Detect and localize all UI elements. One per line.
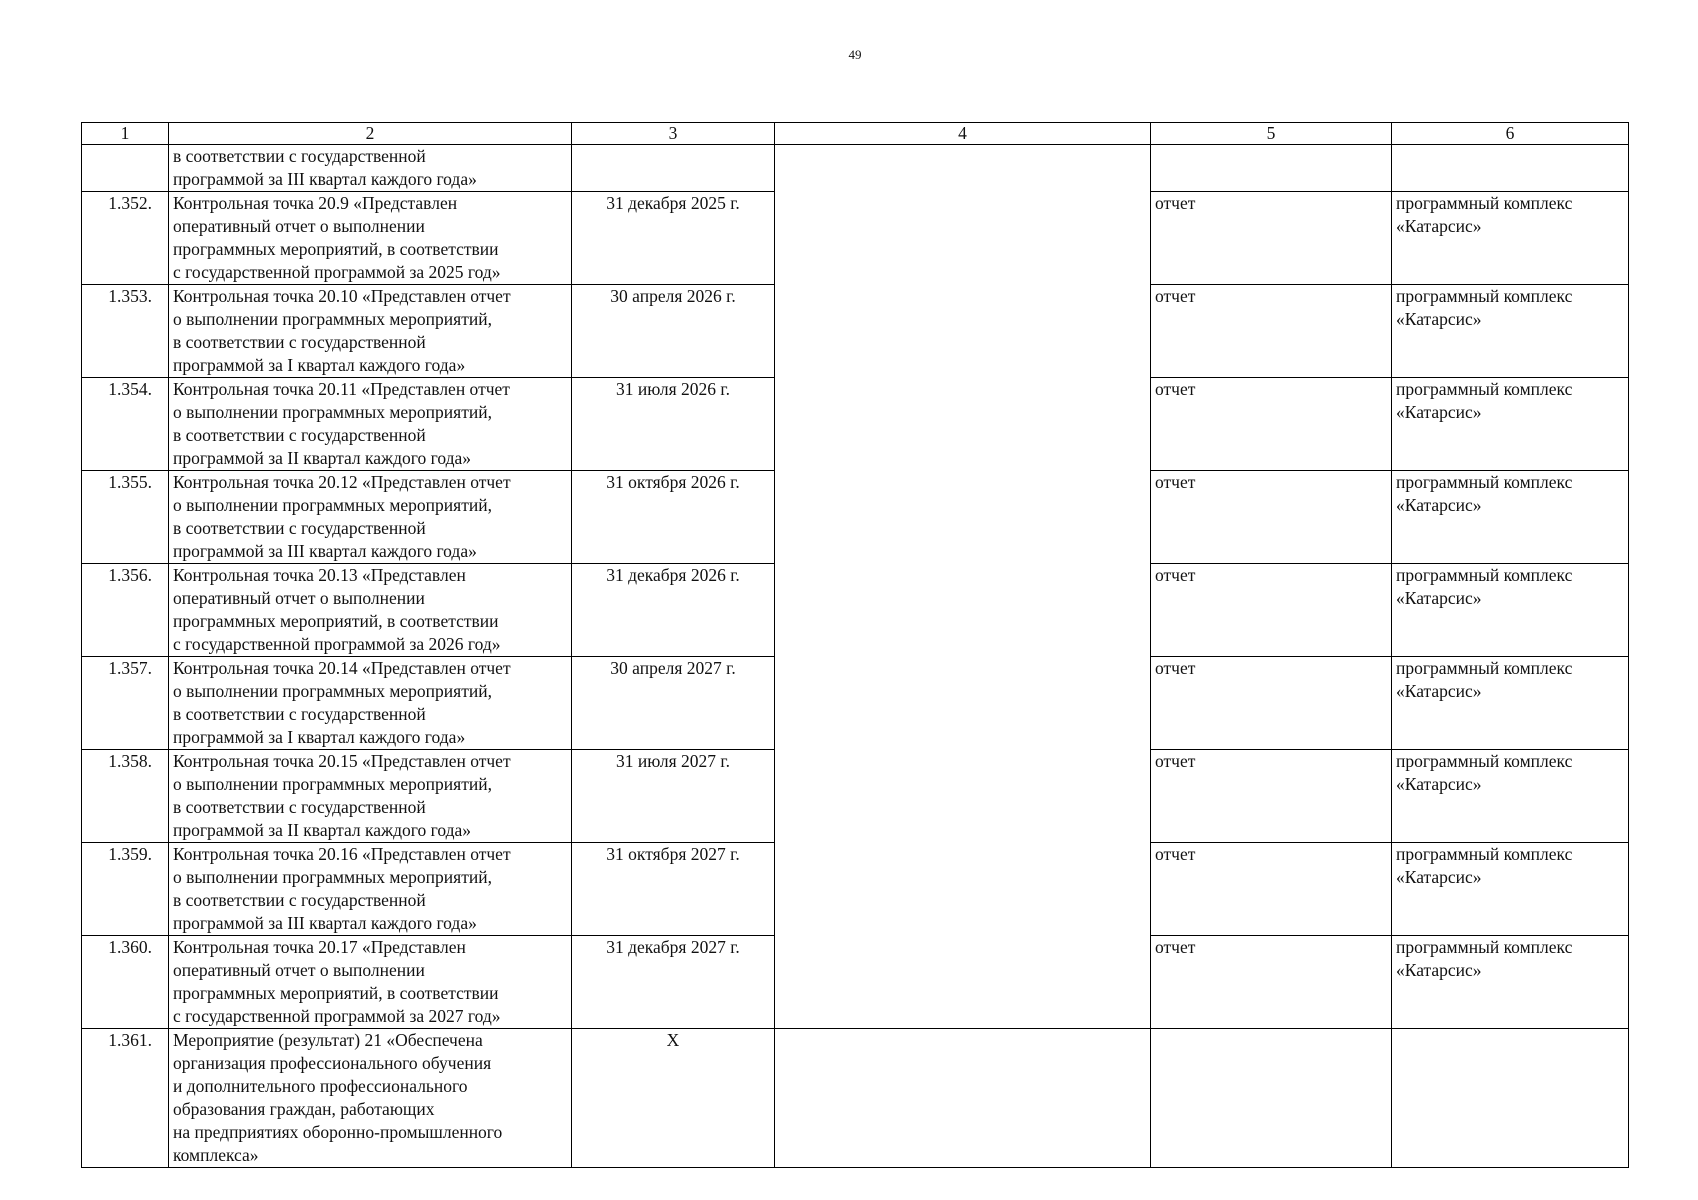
row-date: 31 июля 2027 г. <box>572 750 775 843</box>
row-number <box>82 145 169 192</box>
row-col6-text: программный комплекс «Катарсис» <box>1396 379 1573 422</box>
row-date: 31 декабря 2027 г. <box>572 936 775 1029</box>
row-date <box>572 145 775 192</box>
row-date: 31 декабря 2026 г. <box>572 564 775 657</box>
row-col6 <box>1392 750 1629 843</box>
header-cell-1: 1 <box>82 123 169 145</box>
row-description-text: Контрольная точка 20.16 «Представлен отчет о выполнении программных мероприятий, в соответствии с государственной программой за III квартал каждого года» <box>173 844 511 933</box>
row-description-text: Контрольная точка 20.9 «Представлен оперативный отчет о выполнении программных мероприятий, в соответствии с государственной программой за 2025 год» <box>173 193 501 282</box>
row-col6-text: программный комплекс «Катарсис» <box>1396 286 1573 329</box>
row-col4 <box>775 1029 1151 1168</box>
header-cell-3: 3 <box>572 123 775 145</box>
row-col5: отчет <box>1151 378 1392 471</box>
row-description <box>169 750 572 843</box>
row-col5 <box>1151 145 1392 192</box>
table-row-last <box>82 1029 1629 1168</box>
row-description <box>169 285 572 378</box>
row-date: 30 апреля 2026 г. <box>572 285 775 378</box>
row-col5: отчет <box>1151 843 1392 936</box>
row-number: 1.358. <box>82 750 169 843</box>
row-description <box>169 657 572 750</box>
row-description-text: Контрольная точка 20.10 «Представлен отчет о выполнении программных мероприятий, в соответствии с государственной программой за I квартал каждого года» <box>173 286 511 375</box>
row-description <box>169 936 572 1029</box>
row-number: 1.354. <box>82 378 169 471</box>
row-col6 <box>1392 843 1629 936</box>
row-number: 1.352. <box>82 192 169 285</box>
table-header-row <box>82 123 1629 145</box>
row-description <box>169 378 572 471</box>
row-col5 <box>1151 1029 1392 1168</box>
header-cell-4: 4 <box>775 123 1151 145</box>
row-description <box>169 192 572 285</box>
row-col6 <box>1392 1029 1629 1168</box>
row-col5: отчет <box>1151 936 1392 1029</box>
row-col6-text: программный комплекс «Катарсис» <box>1396 658 1573 701</box>
row-col6 <box>1392 936 1629 1029</box>
row-description <box>169 564 572 657</box>
row-description-text: Контрольная точка 20.12 «Представлен отчет о выполнении программных мероприятий, в соответствии с государственной программой за III квартал каждого года» <box>173 472 511 561</box>
row-col5: отчет <box>1151 750 1392 843</box>
row-date: 31 октября 2027 г. <box>572 843 775 936</box>
row-col6-text: программный комплекс «Катарсис» <box>1396 193 1573 236</box>
merged-column-4-cell <box>775 145 1151 1029</box>
row-date: 31 июля 2026 г. <box>572 378 775 471</box>
row-col6 <box>1392 471 1629 564</box>
row-col5: отчет <box>1151 471 1392 564</box>
row-description <box>169 1029 572 1168</box>
row-number: 1.361. <box>82 1029 169 1168</box>
row-col6 <box>1392 378 1629 471</box>
row-description-text: Контрольная точка 20.13 «Представлен оперативный отчет о выполнении программных мероприятий, в соответствии с государственной программой за 2026 год» <box>173 565 501 654</box>
row-col5: отчет <box>1151 564 1392 657</box>
row-col6 <box>1392 657 1629 750</box>
row-date: Х <box>572 1029 775 1168</box>
row-col6 <box>1392 145 1629 192</box>
row-col6-text: программный комплекс «Катарсис» <box>1396 751 1573 794</box>
row-description-text: Контрольная точка 20.17 «Представлен оперативный отчет о выполнении программных мероприятий, в соответствии с государственной программой за 2027 год» <box>173 937 501 1026</box>
row-col5: отчет <box>1151 657 1392 750</box>
row-description-text: Контрольная точка 20.15 «Представлен отчет о выполнении программных мероприятий, в соответствии с государственной программой за II квартал каждого года» <box>173 751 511 840</box>
row-description <box>169 471 572 564</box>
row-col5: отчет <box>1151 192 1392 285</box>
row-date: 31 октября 2026 г. <box>572 471 775 564</box>
control-points-table <box>81 122 1629 1168</box>
row-description <box>169 843 572 936</box>
row-description <box>169 145 572 192</box>
row-number: 1.356. <box>82 564 169 657</box>
row-description-text: Мероприятие (результат) 21 «Обеспечена организация профессионального обучения и дополнительного профессионального образования граждан, работающих на предприятиях оборонно-промышленного комплекса» <box>173 1030 503 1165</box>
row-number: 1.353. <box>82 285 169 378</box>
row-description-text: Контрольная точка 20.14 «Представлен отчет о выполнении программных мероприятий, в соответствии с государственной программой за I квартал каждого года» <box>173 658 511 747</box>
row-number: 1.359. <box>82 843 169 936</box>
row-description-text: Контрольная точка 20.11 «Представлен отчет о выполнении программных мероприятий, в соответствии с государственной программой за II квартал каждого года» <box>173 379 510 468</box>
row-description-text: в соответствии с государственной программой за III квартал каждого года» <box>173 146 477 189</box>
row-number: 1.357. <box>82 657 169 750</box>
page-number: 49 <box>848 47 862 62</box>
header-cell-2: 2 <box>169 123 572 145</box>
header-cell-6: 6 <box>1392 123 1629 145</box>
row-col6-text: программный комплекс «Катарсис» <box>1396 472 1573 515</box>
row-col6 <box>1392 285 1629 378</box>
row-col6-text: программный комплекс «Катарсис» <box>1396 565 1573 608</box>
row-number: 1.360. <box>82 936 169 1029</box>
row-number: 1.355. <box>82 471 169 564</box>
row-date: 30 апреля 2027 г. <box>572 657 775 750</box>
row-col5: отчет <box>1151 285 1392 378</box>
row-col6-text: программный комплекс «Катарсис» <box>1396 844 1573 887</box>
row-col6 <box>1392 192 1629 285</box>
row-col6-text: программный комплекс «Катарсис» <box>1396 937 1573 980</box>
header-cell-5: 5 <box>1151 123 1392 145</box>
table-body <box>82 123 1629 1168</box>
table-row-continuation <box>82 145 1629 192</box>
row-date: 31 декабря 2025 г. <box>572 192 775 285</box>
row-col6 <box>1392 564 1629 657</box>
